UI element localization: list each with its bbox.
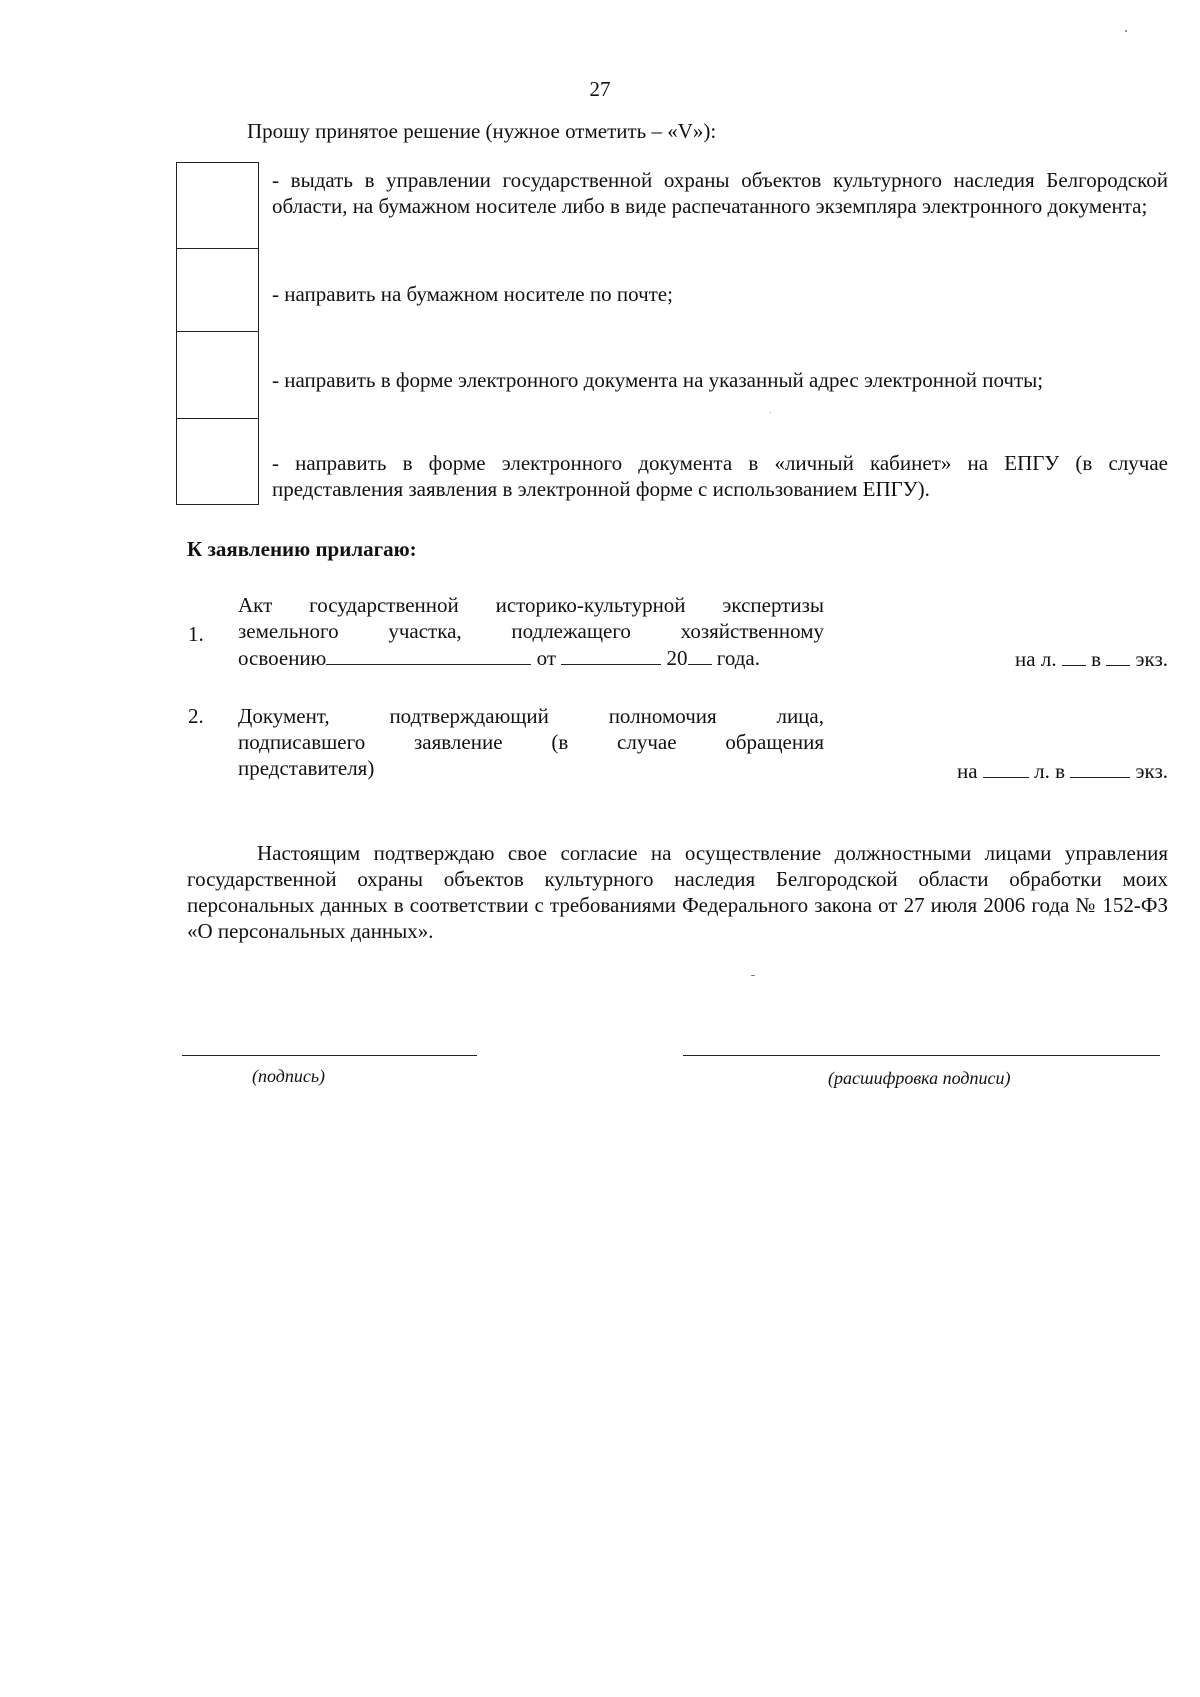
attachment-line: земельного участка, подлежащего хозяйственному <box>238 619 824 643</box>
copies-text: л. в <box>1034 759 1066 783</box>
copies-count-blank[interactable] <box>1106 645 1130 666</box>
signature-name-line[interactable] <box>683 1055 1160 1056</box>
attachment-text: года. <box>716 646 761 670</box>
option-text-send-by-email: - направить в форме электронного документа на указанный адрес электронной почты; <box>272 368 1044 392</box>
decision-instruction: Прошу принятое решение (нужное отметить – «V»): <box>247 119 717 143</box>
attachment-copies-expertise-act <box>1015 645 1168 672</box>
attachment-number: 1. <box>188 622 204 646</box>
option-checkbox-send-by-mail[interactable] <box>176 248 259 332</box>
attachment-line <box>238 644 824 671</box>
attachment-line: подписавшего заявление (в случае обращения <box>238 730 824 754</box>
copies-text: на <box>957 759 978 783</box>
signature-name-caption: (расшифровка подписи) <box>828 1068 1011 1088</box>
attachment-text: освоению <box>238 646 327 670</box>
option-checkbox-send-by-email[interactable] <box>176 331 259 419</box>
copies-count-blank[interactable] <box>1070 757 1130 778</box>
consent-text: Настоящим подтверждаю свое согласие на осуществление должностными лицами управления государственной охраны объектов культурного наследия Белгородской области обработки моих персональных данных в соответствии с требованиями Федерального закона от 27 июля 2006 года № 152-ФЗ «О персональных данных». <box>187 841 1168 943</box>
attachment-line: Документ, подтверждающий полномочия лица, <box>238 704 824 728</box>
option-checkbox-send-to-epgu[interactable] <box>176 418 259 505</box>
act-date-blank[interactable] <box>561 644 661 665</box>
scan-speck <box>751 975 755 976</box>
sheets-count-blank[interactable] <box>1062 645 1086 666</box>
attachment-item-expertise-act <box>238 592 824 671</box>
signature-caption: (подпись) <box>252 1066 326 1086</box>
option-text-send-by-mail: - направить на бумажном носителе по почте; <box>272 282 673 306</box>
option-checkbox-issue-in-office[interactable] <box>176 162 259 249</box>
attachment-text: от <box>536 646 557 670</box>
attachment-item-authority-document <box>238 703 824 781</box>
copies-text: экз. <box>1135 647 1168 671</box>
page-number: 27 <box>589 77 611 101</box>
sheets-count-blank[interactable] <box>983 757 1029 778</box>
scan-speck <box>1125 30 1127 32</box>
scan-speck <box>770 412 771 413</box>
signature-line[interactable] <box>182 1055 477 1056</box>
copies-text: экз. <box>1135 759 1168 783</box>
option-text-issue-in-office: - выдать в управлении государственной охраны объектов культурного наследия Белгородской области, на бумажном носителе либо в виде распечатанного экземпляра электронного документа; <box>272 168 1168 218</box>
attachment-number: 2. <box>188 704 204 728</box>
attachment-line: Акт государственной историко-культурной экспертизы <box>238 593 824 617</box>
attachment-line: представителя) <box>238 756 375 780</box>
option-text-send-to-epgu: - направить в форме электронного документа в «личный кабинет» на ЕПГУ (в случае представления заявления в электронной форме с использованием ЕПГУ). <box>272 451 1168 501</box>
copies-text: на л. <box>1015 647 1057 671</box>
attachment-copies-authority-document <box>957 757 1168 784</box>
attachments-title: К заявлению прилагаю: <box>187 537 417 561</box>
consent-paragraph <box>187 840 1168 944</box>
attachment-text: 20 <box>666 646 688 670</box>
act-year-blank[interactable] <box>688 644 712 665</box>
act-number-blank[interactable] <box>326 644 531 665</box>
copies-text: в <box>1091 647 1102 671</box>
